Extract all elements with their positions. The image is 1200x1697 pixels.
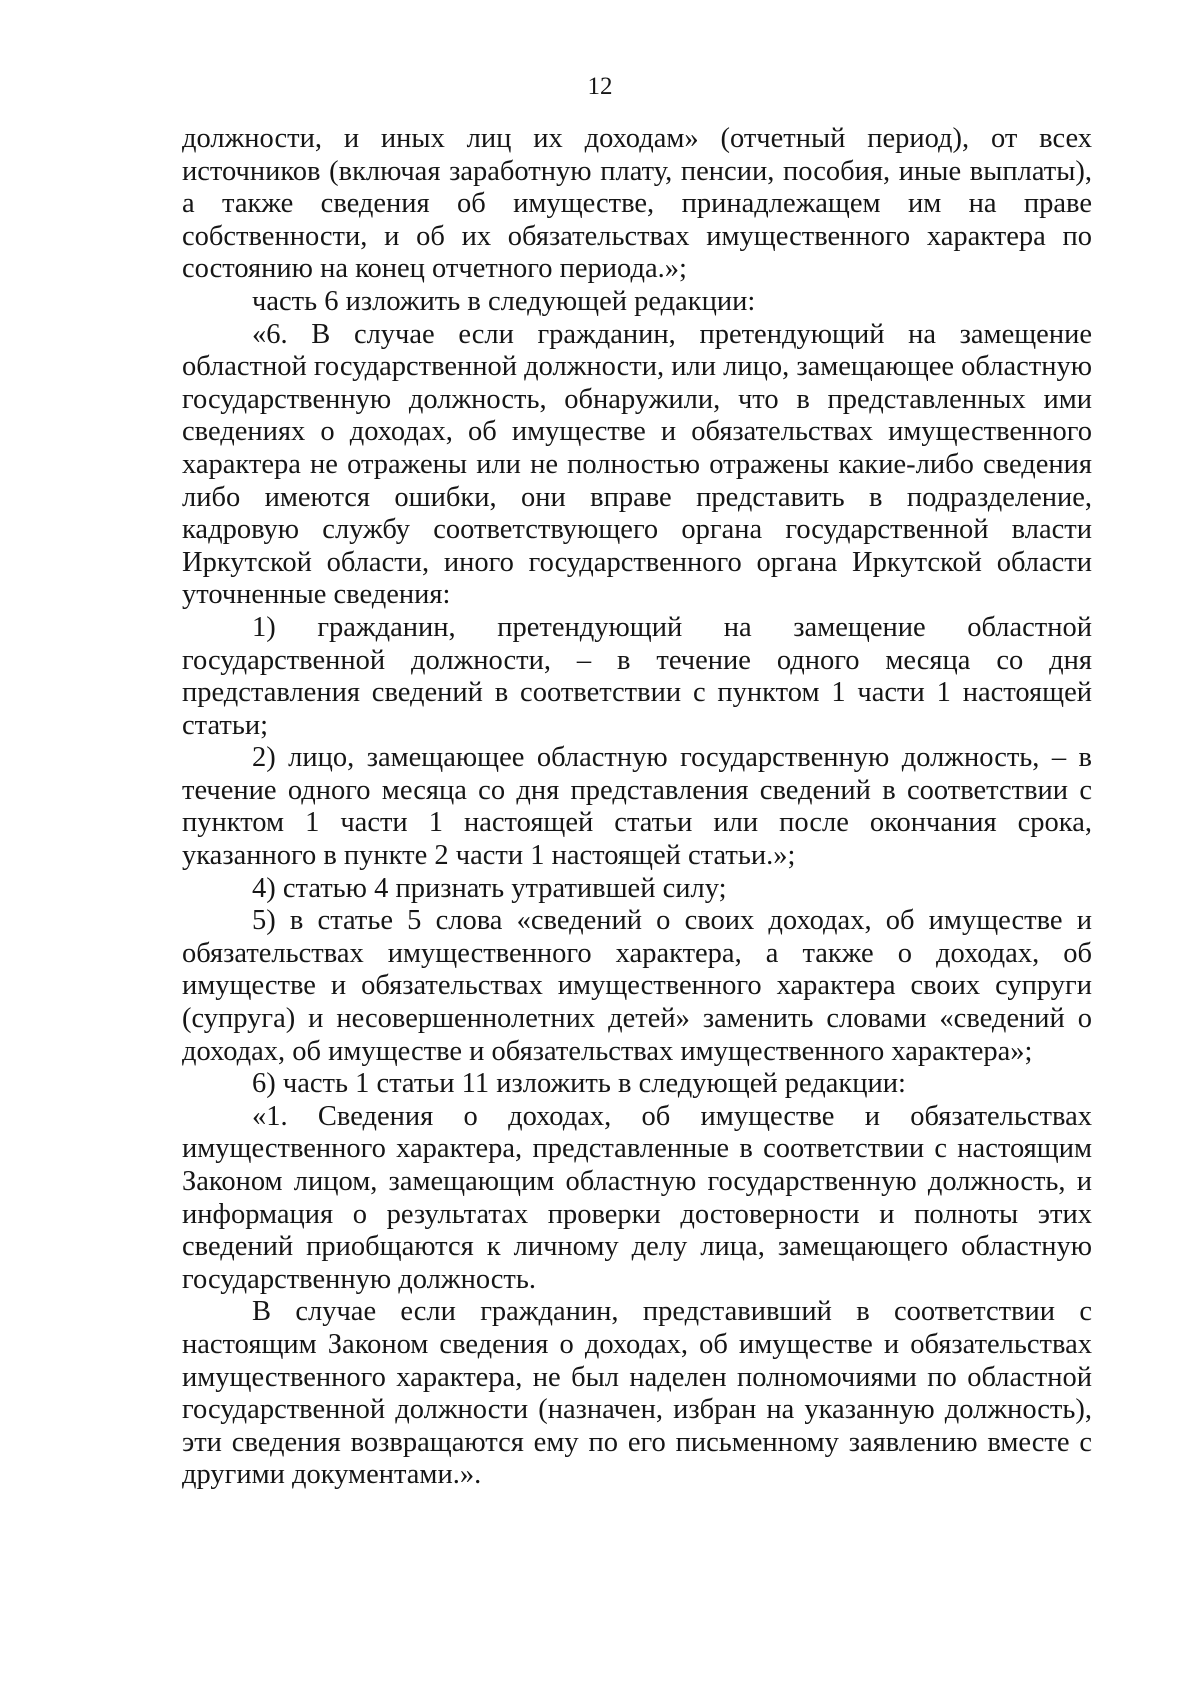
page-number: 12	[587, 73, 613, 100]
paragraph-item-2: 2) лицо, замещающее областную государственную должность, – в течение одного месяца со дня представления сведений в соответствии с пунктом 1 части 1 настоящей статьи или после окончания срока, указанного в пункте 2 части 1 настоящей статьи.»;	[182, 742, 1092, 872]
paragraph-part-6: «6. В случае если гражданин, претендующий на замещение областной государственной должности, или лицо, замещающее областную государственную должность, обнаружили, что в представленных ими сведениях о доходах, об имуществе и обязательствах имущественного характера не отражены или не полностью отражены какие-либо сведения либо имеются ошибки, они вправе представить в подразделение, кадровую службу соответствующего органа государственной власти Иркутской области, иного государственного органа Иркутской области уточненные сведения:	[182, 318, 1092, 611]
paragraph-item-5: 5) в статье 5 слова «сведений о своих доходах, об имуществе и обязательствах имущественного характера, а также о доходах, об имуществе и обязательствах имущественного характера своих супруги (супруга) и несовершеннолетних детей» заменить словами «сведений о доходах, об имуществе и обязательствах имущественного характера»;	[182, 905, 1092, 1067]
paragraph-item-4: 4) статью 4 признать утратившей силу;	[252, 872, 727, 904]
document-body	[182, 123, 1092, 1492]
paragraph-item-6: 6) часть 1 статьи 11 изложить в следующей редакции:	[252, 1068, 906, 1100]
paragraph-article-11-part-1: «1. Сведения о доходах, об имуществе и обязательствах имущественного характера, представленные в соответствии с настоящим Законом лицом, замещающим областную государственную должность, и информация о результатах проверки достоверности и полноты этих сведений приобщаются к личному делу лица, замещающего областную государственную должность.	[182, 1100, 1092, 1295]
paragraph-amendment-intro: часть 6 изложить в следующей редакции:	[252, 285, 756, 317]
paragraph-continuation: должности, и иных лиц их доходам» (отчетный период), от всех источников (включая заработную плату, пенсии, пособия, иные выплаты), а также сведения об имуществе, принадлежащем им на праве собственности, и об их обязательствах имущественного характера по состоянию на конец отчетного периода.»;	[182, 123, 1092, 285]
paragraph-item-1: 1) гражданин, претендующий на замещение областной государственной должности, – в течение одного месяца со дня представления сведений в соответствии с пунктом 1 части 1 настоящей статьи;	[182, 611, 1092, 741]
paragraph-article-11-return: В случае если гражданин, представивший в соответствии с настоящим Законом сведения о доходах, об имуществе и обязательствах имущественного характера, не был наделен полномочиями по областной государственной должности (назначен, избран на указанную должность), эти сведения возвращаются ему по его письменному заявлению вместе с другими документами.».	[182, 1296, 1092, 1491]
